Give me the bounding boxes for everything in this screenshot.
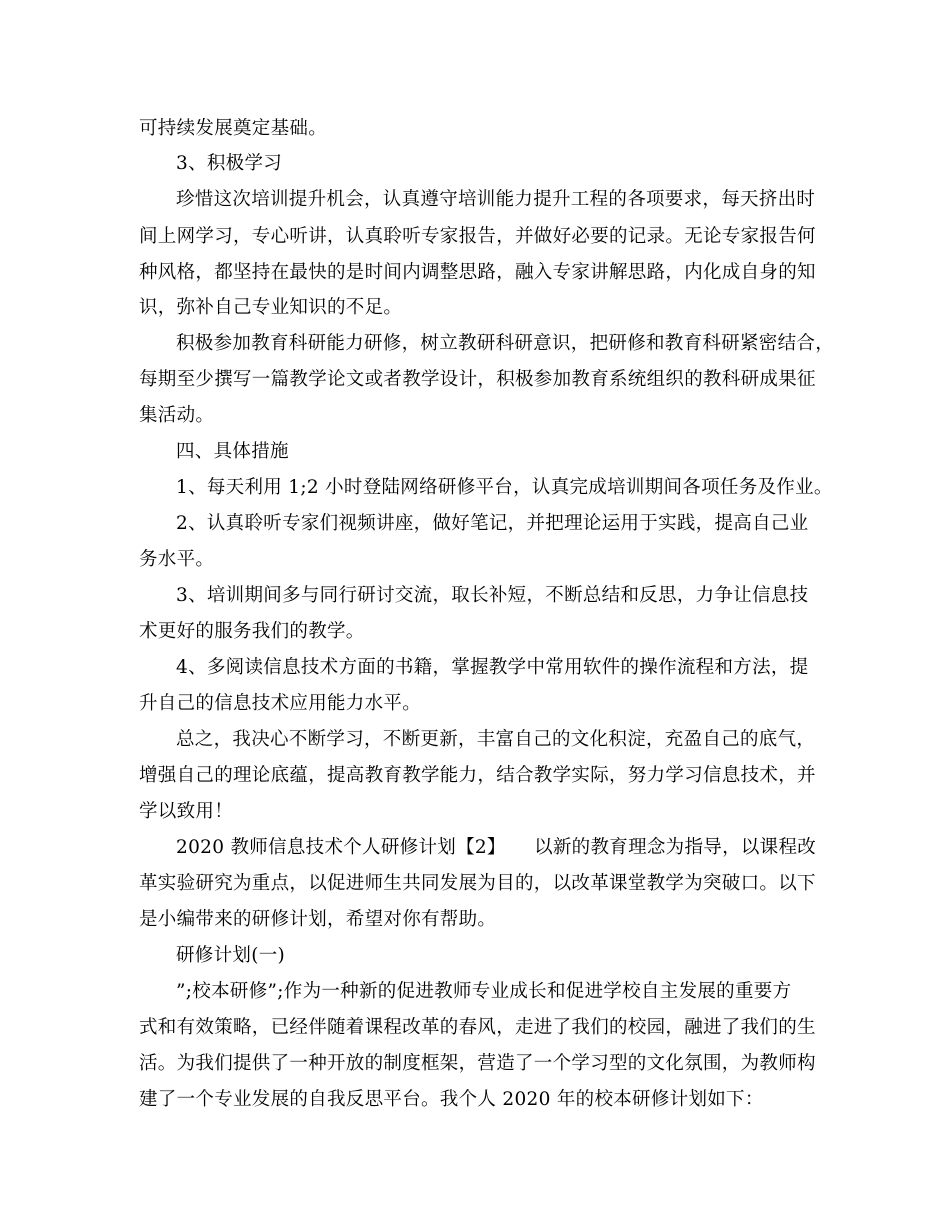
paragraph-line: 升自己的信息技术应用能力水平。 xyxy=(139,693,422,714)
paragraph-line: 建了一个专业发展的自我反思平台。我个人 2020 年的校本研修计划如下： xyxy=(139,1089,764,1110)
paragraph-line: 集活动。 xyxy=(139,405,215,426)
section-heading: 研修计划(一) xyxy=(176,945,286,966)
paragraph-line: 式和有效策略，已经伴随着课程改革的春风，走进了我们的校园，融进了我们的生 xyxy=(139,1017,816,1038)
section-heading: 四、具体措施 xyxy=(176,441,289,462)
paragraph-line: 活。为我们提供了一种开放的制度框架，营造了一个学习型的文化氛围，为教师构 xyxy=(139,1053,816,1074)
paragraph-line: 术更好的服务我们的教学。 xyxy=(139,621,365,642)
paragraph-line: 识，弥补自己专业知识的不足。 xyxy=(139,297,403,318)
paragraph-line: ”;校本研修”;作为一种新的促进教师专业成长和促进学校自主发展的重要方 xyxy=(176,981,792,1002)
paragraph-line: 每期至少撰写一篇教学论文或者教学设计，积极参加教育系统组织的教科研成果征 xyxy=(139,369,816,390)
paragraph-line: 间上网学习，专心听讲，认真聆听专家报告，并做好必要的记录。无论专家报告何 xyxy=(139,226,816,247)
paragraph-line: 总之，我决心不断学习，不断更新，丰富自己的文化积淀，充盈自己的底气， xyxy=(176,729,816,750)
paragraph-line: 珍惜这次培训提升机会，认真遵守培训能力提升工程的各项要求，每天挤出时 xyxy=(176,189,816,210)
section-heading: 3、积极学习 xyxy=(176,153,283,174)
paragraph-line: 是小编带来的研修计划，希望对你有帮助。 xyxy=(139,909,497,930)
list-item: 2、认真聆听专家们视频讲座，做好笔记，并把理论运用于实践，提高自己业 xyxy=(176,513,809,534)
paragraph-line: 可持续发展奠定基础。 xyxy=(139,118,328,139)
paragraph-line: 2020 教师信息技术个人研修计划【2】 以新的教育理念为指导，以课程改 xyxy=(176,837,817,858)
paragraph-line: 种风格，都坚持在最快的是时间内调整思路，融入专家讲解思路，内化成自身的知 xyxy=(139,262,816,283)
paragraph-line: 学以致用！ xyxy=(139,801,234,822)
paragraph-line: 务水平。 xyxy=(139,549,215,570)
list-item: 3、培训期间多与同行研讨交流，取长补短，不断总结和反思，力争让信息技 xyxy=(176,585,809,606)
paragraph-line: 增强自己的理论底蕴，提高教育教学能力，结合教学实际，努力学习信息技术，并 xyxy=(139,765,816,786)
paragraph-line: 积极参加教育科研能力研修，树立教研科研意识，把研修和教育科研紧密结合， xyxy=(176,333,835,354)
list-item: 1、每天利用 1;2 小时登陆网络研修平台，认真完成培训期间各项任务及作业。 xyxy=(176,477,833,498)
list-item: 4、多阅读信息技术方面的书籍，掌握教学中常用软件的操作流程和方法，提 xyxy=(176,657,809,678)
paragraph-line: 革实验研究为重点，以促进师生共同发展为目的，以改革课堂教学为突破口。以下 xyxy=(139,873,816,894)
